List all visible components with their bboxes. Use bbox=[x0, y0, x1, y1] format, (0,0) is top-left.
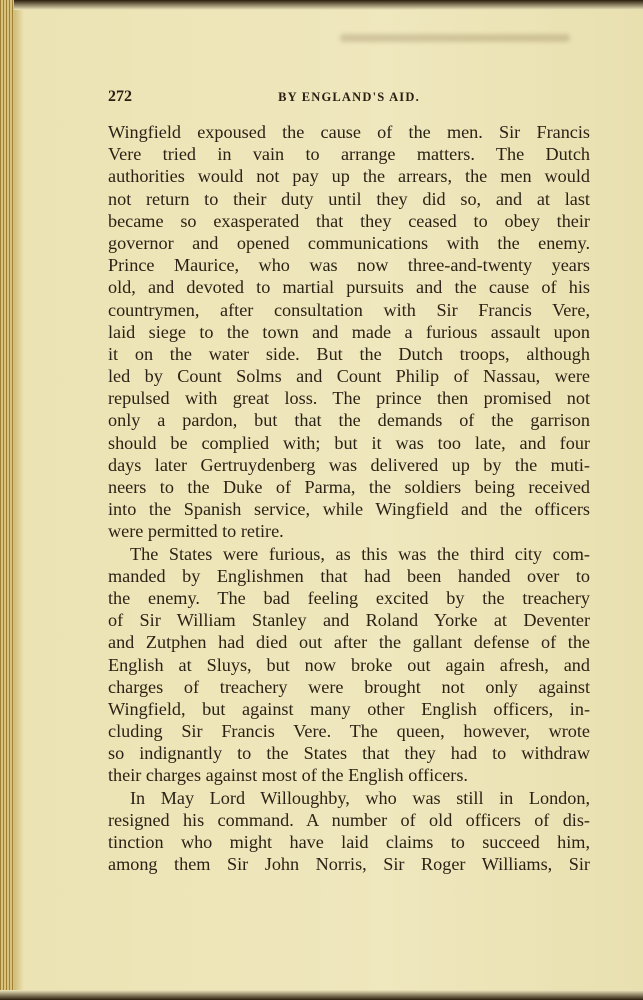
text-line: not return to their duty until they did so, and at last bbox=[108, 188, 590, 209]
text-line: tinction who might have laid claims to succeed him, bbox=[108, 832, 590, 852]
text-line: it on the water side. But the Dutch troops, although bbox=[108, 343, 590, 364]
text-line: only a pardon, but that the demands of the garrison bbox=[108, 410, 590, 431]
text-line: Wingfield expoused the cause of the men. Sir Francis bbox=[108, 122, 590, 142]
body-text bbox=[108, 121, 590, 875]
text-line: and Zutphen had died out after the gallant defense of the bbox=[108, 632, 590, 653]
text-line: Vere tried in vain to arrange matters. The Dutch bbox=[108, 144, 590, 165]
text-line: The States were furious, as this was the third city com- bbox=[130, 543, 590, 564]
text-line: resigned his command. A number of old officers of dis- bbox=[108, 809, 590, 830]
page-number: 272 bbox=[108, 88, 132, 105]
text-line: repulsed with great loss. The prince then promised not bbox=[108, 388, 590, 409]
text-line: old, and devoted to martial pursuits and the cause of his bbox=[108, 277, 590, 298]
text-line: laid siege to the town and made a furious assault upon bbox=[108, 321, 590, 342]
text-line: the enemy. The bad feeling excited by the treachery bbox=[108, 587, 590, 608]
text-line: charges of treachery were brought not only against bbox=[108, 676, 590, 697]
text-line: Prince Maurice, who was now three-and-twenty years bbox=[108, 255, 590, 276]
text-line: should be complied with; but it was too late, and four bbox=[108, 432, 590, 453]
text-line: countrymen, after consultation with Sir Francis Vere, bbox=[108, 299, 590, 320]
text-line: neers to the Duke of Parma, the soldiers being received bbox=[108, 477, 590, 497]
scan-smudge bbox=[340, 34, 570, 42]
bottom-shadow bbox=[0, 990, 643, 1000]
text-line: were permitted to retire. bbox=[108, 521, 284, 542]
text-line: In May Lord Willoughby, who was still in London, bbox=[130, 787, 590, 808]
text-line: cluding Sir Francis Vere. The queen, however, wrote bbox=[108, 721, 590, 742]
top-shadow bbox=[0, 0, 643, 10]
text-line: governor and opened communications with the enemy. bbox=[108, 232, 590, 253]
text-line: Wingfield, but against many other English officers, in- bbox=[108, 698, 590, 719]
page-header bbox=[108, 88, 590, 108]
text-line: led by Count Solms and Count Philip of Nassau, were bbox=[108, 366, 590, 387]
text-line: into the Spanish service, while Wingfield and the officers bbox=[108, 499, 590, 520]
text-line: of Sir William Stanley and Roland Yorke at Deventer bbox=[108, 610, 590, 631]
text-line: authorities would not pay up the arrears, the men would bbox=[108, 166, 590, 187]
text-line: so indignantly to the States that they had to withdraw bbox=[108, 743, 590, 764]
text-line: became so exasperated that they ceased to obey their bbox=[108, 210, 590, 231]
text-line: days later Gertruydenberg was delivered up by the muti- bbox=[108, 454, 590, 475]
text-line: English at Sluys, but now broke out again afresh, and bbox=[108, 654, 590, 675]
text-line: their charges against most of the English officers. bbox=[108, 765, 468, 786]
text-line: manded by Englishmen that had been handed over to bbox=[108, 565, 590, 586]
text-line: among them Sir John Norris, Sir Roger Williams, Sir bbox=[108, 854, 590, 875]
page-edges bbox=[0, 0, 14, 1000]
running-title: BY ENGLAND'S AID. bbox=[278, 90, 420, 104]
